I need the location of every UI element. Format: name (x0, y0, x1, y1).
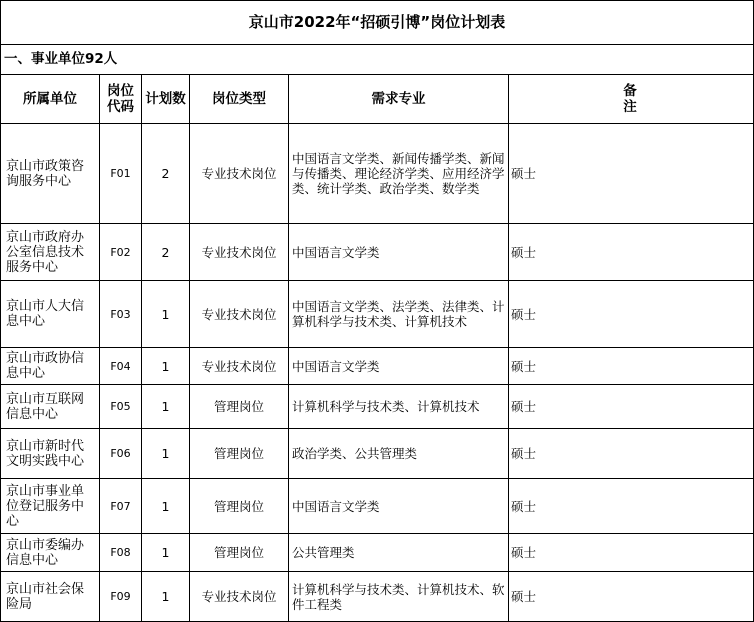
type-cell: 专业技术岗位 (190, 348, 289, 385)
unit-cell: 京山市政府办公室信息技术服务中心 (1, 224, 100, 281)
note-cell: 硕士 (509, 124, 754, 224)
note-cell: 硕士 (509, 224, 754, 281)
major-cell: 中国语言文学类、法学类、法律类、计算机科学与技术类、计算机技术 (289, 281, 509, 348)
header-count: 计划数 (142, 75, 190, 124)
note-cell: 硕士 (509, 385, 754, 429)
major-cell: 中国语言文学类 (289, 479, 509, 534)
major-cell: 计算机科学与技术类、计算机技术 (289, 385, 509, 429)
type-cell: 专业技术岗位 (190, 281, 289, 348)
code-cell: F09 (100, 572, 142, 622)
type-cell: 专业技术岗位 (190, 224, 289, 281)
count-cell: 1 (142, 534, 190, 572)
code-cell: F08 (100, 534, 142, 572)
header-row (1, 75, 754, 124)
header-type: 岗位类型 (190, 75, 289, 124)
unit-cell: 京山市互联网信息中心 (1, 385, 100, 429)
count-cell: 1 (142, 281, 190, 348)
code-cell: F07 (100, 479, 142, 534)
count-cell: 2 (142, 224, 190, 281)
count-cell: 1 (142, 429, 190, 479)
note-cell: 硕士 (509, 348, 754, 385)
table-row (1, 429, 754, 479)
note-cell: 硕士 (509, 534, 754, 572)
count-cell: 2 (142, 124, 190, 224)
table-row (1, 385, 754, 429)
code-cell: F04 (100, 348, 142, 385)
type-cell: 管理岗位 (190, 479, 289, 534)
type-cell: 专业技术岗位 (190, 124, 289, 224)
major-cell: 公共管理类 (289, 534, 509, 572)
header-note: 备 注 (509, 75, 754, 124)
header-major: 需求专业 (289, 75, 509, 124)
unit-cell: 京山市政协信息中心 (1, 348, 100, 385)
type-cell: 管理岗位 (190, 534, 289, 572)
table-title: 京山市2022年“招硕引博”岗位计划表 (1, 1, 754, 45)
table-row (1, 224, 754, 281)
major-cell: 中国语言文学类、新闻传播学类、新闻与传播类、理论经济学类、应用经济学类、统计学类、政治学类、数学类 (289, 124, 509, 224)
code-cell: F02 (100, 224, 142, 281)
header-unit: 所属单位 (1, 75, 100, 124)
unit-cell: 京山市事业单位登记服务中心 (1, 479, 100, 534)
type-cell: 管理岗位 (190, 429, 289, 479)
code-cell: F01 (100, 124, 142, 224)
count-cell: 1 (142, 572, 190, 622)
table-row (1, 281, 754, 348)
unit-cell: 京山市委编办信息中心 (1, 534, 100, 572)
major-cell: 政治学类、公共管理类 (289, 429, 509, 479)
note-cell: 硕士 (509, 281, 754, 348)
type-cell: 专业技术岗位 (190, 572, 289, 622)
unit-cell: 京山市社会保险局 (1, 572, 100, 622)
count-cell: 1 (142, 479, 190, 534)
header-code: 岗位代码 (100, 75, 142, 124)
major-cell: 中国语言文学类 (289, 224, 509, 281)
section-heading: 一、事业单位92人 (1, 45, 754, 75)
code-cell: F03 (100, 281, 142, 348)
note-cell: 硕士 (509, 429, 754, 479)
code-cell: F06 (100, 429, 142, 479)
unit-cell: 京山市新时代文明实践中心 (1, 429, 100, 479)
note-cell: 硕士 (509, 572, 754, 622)
table-row (1, 572, 754, 622)
unit-cell: 京山市政策咨询服务中心 (1, 124, 100, 224)
table-row (1, 124, 754, 224)
code-cell: F05 (100, 385, 142, 429)
table-row (1, 534, 754, 572)
major-cell: 计算机科学与技术类、计算机技术、软件工程类 (289, 572, 509, 622)
table-row (1, 348, 754, 385)
unit-cell: 京山市人大信息中心 (1, 281, 100, 348)
major-cell: 中国语言文学类 (289, 348, 509, 385)
type-cell: 管理岗位 (190, 385, 289, 429)
table-row (1, 479, 754, 534)
note-cell: 硕士 (509, 479, 754, 534)
count-cell: 1 (142, 348, 190, 385)
count-cell: 1 (142, 385, 190, 429)
